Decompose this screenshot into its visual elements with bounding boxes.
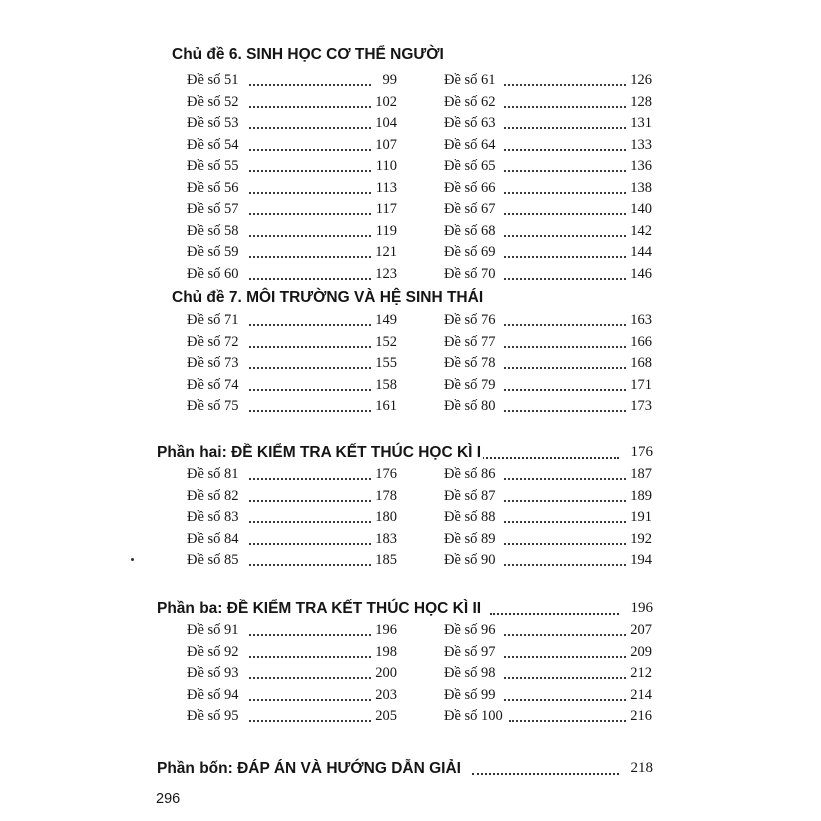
toc-entry: [187, 644, 397, 666]
toc-entry: [444, 552, 652, 574]
entry-page-number: 192: [630, 530, 652, 547]
leader-dots: [249, 235, 371, 237]
entry-label: Đề số 85: [187, 552, 239, 568]
entry-page-number: 187: [630, 466, 652, 482]
leader-dots: [249, 278, 371, 280]
topic-6-right-column: [444, 72, 652, 287]
entry-page-number: 140: [630, 201, 652, 217]
entry-page-number: 176: [375, 466, 397, 482]
toc-entry: [444, 137, 652, 159]
footer-page-number: 296: [156, 791, 181, 807]
toc-entry: [444, 708, 652, 730]
leader-dots: [249, 478, 371, 480]
toc-entry: [444, 180, 652, 202]
topic-7-left-column: [187, 312, 397, 420]
entry-page-number: 142: [630, 222, 652, 239]
leader-dots: [504, 699, 626, 701]
topic-heading-text: Chủ đề 7. MÔI TRƯỜNG VÀ HỆ SINH THÁI: [172, 289, 484, 306]
entry-page-number: 168: [630, 355, 652, 371]
leader-dots: [504, 634, 626, 636]
toc-entry: [444, 201, 652, 223]
leader-dots: [504, 346, 626, 348]
leader-dots: [504, 256, 626, 258]
leader-dots: [504, 278, 626, 280]
leader-dots: [504, 84, 626, 86]
leader-dots: [249, 106, 371, 108]
entry-page-number: 155: [375, 355, 397, 371]
entry-page-number: 113: [375, 179, 397, 196]
entry-page-number: 203: [375, 686, 397, 703]
leader-dots: [249, 656, 371, 658]
toc-entry: [444, 665, 652, 687]
toc-entry: [187, 201, 397, 223]
part-heading-text: Phần ba: ĐỀ KIỂM TRA KẾT THÚC HỌC KÌ II: [157, 600, 482, 617]
toc-entry: [444, 312, 652, 334]
leader-dots: [504, 656, 626, 658]
entry-label: Đề số 78: [444, 355, 496, 371]
toc-entry: [187, 312, 397, 334]
entry-page-number: 205: [375, 708, 397, 724]
toc-entry: [444, 158, 652, 180]
entry-page-number: 102: [375, 93, 397, 110]
entry-page-number: 191: [630, 509, 652, 525]
entry-label: Đề số 87: [444, 487, 496, 504]
entry-label: Đề số 59: [187, 244, 239, 260]
entry-label: Đề số 89: [444, 530, 496, 547]
entry-label: Đề số 58: [187, 222, 239, 239]
topic-7-right-column: [444, 312, 652, 420]
entry-label: Đề số 93: [187, 665, 239, 681]
entry-page-number: 171: [630, 376, 652, 393]
toc-entry: [187, 137, 397, 159]
toc-entry: [444, 398, 652, 420]
toc-entry: [187, 355, 397, 377]
entry-page-number: 207: [630, 622, 652, 638]
entry-page-number: 158: [375, 376, 397, 393]
leader-dots: [504, 367, 626, 369]
toc-entry: [444, 622, 652, 644]
toc-entry: [444, 72, 652, 94]
toc-entry: [187, 708, 397, 730]
leader-dots: [504, 500, 626, 502]
entry-page-number: 185: [375, 552, 397, 568]
entry-label: Đề số 95: [187, 708, 239, 724]
entry-page-number: 194: [630, 552, 652, 568]
leader-dots: [504, 521, 626, 523]
leader-dots: [504, 677, 626, 679]
leader-dots: [504, 192, 626, 194]
toc-entry: [444, 115, 652, 137]
leader-dots: [504, 106, 626, 108]
entry-page-number: 152: [375, 333, 397, 350]
leader-dots: [249, 543, 371, 545]
entry-page-number: 196: [375, 622, 397, 638]
entry-page-number: 212: [630, 665, 652, 681]
toc-entry: [187, 398, 397, 420]
leader-dots: [249, 256, 371, 258]
entry-label: Đề số 81: [187, 466, 239, 482]
leader-dots: [249, 564, 371, 566]
entry-label: Đề số 57: [187, 201, 239, 217]
part-page-number: 218: [630, 760, 653, 776]
entry-label: Đề số 52: [187, 93, 239, 110]
leader-dots: [249, 170, 371, 172]
toc-entry: [444, 466, 652, 488]
toc-entry: [187, 266, 397, 288]
leader-dots: [249, 149, 371, 151]
entry-page-number: 131: [630, 115, 652, 131]
entry-label: Đề số 82: [187, 487, 239, 504]
leader-dots: [249, 634, 371, 636]
entry-label: Đề số 73: [187, 355, 239, 371]
entry-page-number: 198: [375, 643, 397, 660]
part-2-left-column: [187, 466, 397, 574]
entry-label: Đề số 71: [187, 312, 239, 328]
entry-label: Đề số 94: [187, 686, 239, 703]
entry-label: Đề số 54: [187, 136, 239, 153]
entry-label: Đề số 61: [444, 72, 496, 88]
entry-page-number: 128: [630, 93, 652, 110]
toc-entry: [187, 509, 397, 531]
leader-dots: [472, 773, 619, 775]
entry-label: Đề số 66: [444, 179, 496, 196]
entry-label: Đề số 97: [444, 643, 496, 660]
part-3-heading: [157, 600, 653, 622]
entry-page-number: 189: [630, 487, 652, 504]
entry-page-number: 149: [375, 312, 397, 328]
entry-page-number: 104: [375, 115, 397, 131]
toc-entry: [444, 94, 652, 116]
entry-page-number: 117: [375, 201, 397, 217]
entry-page-number: 110: [375, 158, 397, 174]
part-3-right-column: [444, 622, 652, 730]
toc-entry: [187, 223, 397, 245]
leader-dots: [249, 699, 371, 701]
leader-dots: [504, 543, 626, 545]
entry-label: Đề số 92: [187, 643, 239, 660]
entry-label: Đề số 69: [444, 244, 496, 260]
entry-label: Đề số 96: [444, 622, 496, 638]
part-4-heading: [157, 760, 653, 782]
leader-dots: [249, 389, 371, 391]
leader-dots: [504, 324, 626, 326]
toc-entry: [187, 72, 397, 94]
toc-entry: [187, 488, 397, 510]
entry-page-number: 200: [375, 665, 397, 681]
entry-label: Đề số 56: [187, 179, 239, 196]
toc-entry: [187, 94, 397, 116]
leader-dots: [249, 213, 371, 215]
entry-page-number: 178: [375, 487, 397, 504]
toc-entry: [444, 355, 652, 377]
entry-page-number: 138: [630, 179, 652, 196]
toc-entry: [444, 377, 652, 399]
toc-entry: [187, 687, 397, 709]
leader-dots: [249, 84, 371, 86]
entry-page-number: 209: [630, 643, 652, 660]
entry-label: Đề số 80: [444, 398, 496, 414]
leader-dots: [504, 170, 626, 172]
entry-label: Đề số 77: [444, 333, 496, 350]
leader-dots: [249, 410, 371, 412]
entry-label: Đề số 55: [187, 158, 239, 174]
entry-label: Đề số 91: [187, 622, 239, 638]
leader-dots: [504, 478, 626, 480]
leader-dots: [490, 613, 619, 615]
toc-entry: [444, 488, 652, 510]
entry-label: Đề số 63: [444, 115, 496, 131]
toc-entry: [444, 334, 652, 356]
toc-entry: [187, 622, 397, 644]
toc-entry: [187, 115, 397, 137]
part-heading-text: Phần hai: ĐỀ KIỂM TRA KẾT THÚC HỌC KÌ I: [157, 444, 482, 461]
toc-entry: [187, 665, 397, 687]
entry-page-number: 107: [375, 136, 397, 153]
toc-entry: [444, 509, 652, 531]
leader-dots: [504, 149, 626, 151]
entry-label: Đề số 74: [187, 376, 239, 393]
entry-label: Đề số 90: [444, 552, 496, 568]
entry-label: Đề số 79: [444, 376, 496, 393]
entry-label: Đề số 76: [444, 312, 496, 328]
entry-label: Đề số 88: [444, 509, 496, 525]
entry-page-number: 163: [630, 312, 652, 328]
entry-label: Đề số 68: [444, 222, 496, 239]
entry-page-number: 180: [375, 509, 397, 525]
leader-dots: [249, 127, 371, 129]
entry-label: Đề số 64: [444, 136, 496, 153]
entry-label: Đề số 86: [444, 466, 496, 482]
toc-entry: [187, 158, 397, 180]
toc-entry: [444, 687, 652, 709]
entry-label: Đề số 51: [187, 72, 239, 88]
toc-entry: [444, 644, 652, 666]
entry-page-number: 123: [375, 265, 397, 282]
leader-dots: [504, 127, 626, 129]
leader-dots: [504, 213, 626, 215]
toc-entry: [444, 531, 652, 553]
entry-label: Đề số 83: [187, 509, 239, 525]
toc-entry: [444, 244, 652, 266]
entry-label: Đề số 75: [187, 398, 239, 414]
leader-dots: [249, 367, 371, 369]
entry-page-number: 183: [375, 530, 397, 547]
toc-entry: [444, 266, 652, 288]
toc-entry: [444, 223, 652, 245]
part-2-heading: [157, 444, 653, 466]
leader-dots: [249, 677, 371, 679]
entry-page-number: 166: [630, 333, 652, 350]
entry-label: Đề số 53: [187, 115, 239, 131]
topic-6-left-column: [187, 72, 397, 287]
leader-dots: [249, 720, 371, 722]
entry-page-number: 173: [630, 398, 652, 414]
toc-entry: [187, 552, 397, 574]
entry-label: Đề số 70: [444, 265, 496, 282]
entry-page-number: 214: [630, 686, 652, 703]
entry-page-number: 161: [375, 398, 397, 414]
toc-entry: [187, 244, 397, 266]
toc-entry: [187, 531, 397, 553]
entry-page-number: 121: [375, 244, 397, 260]
print-speck: [131, 558, 134, 561]
entry-page-number: 119: [375, 222, 397, 239]
leader-dots: [509, 720, 626, 722]
part-2-right-column: [444, 466, 652, 574]
entry-page-number: 136: [630, 158, 652, 174]
entry-page-number: 99: [382, 72, 397, 88]
leader-dots: [504, 564, 626, 566]
leader-dots: [504, 235, 626, 237]
toc-entry: [187, 334, 397, 356]
leader-dots: [249, 500, 371, 502]
leader-dots: [249, 521, 371, 523]
entry-label: Đề số 100: [444, 708, 503, 724]
entry-page-number: 133: [630, 136, 652, 153]
entry-page-number: 216: [630, 708, 652, 724]
part-page-number: 176: [630, 444, 653, 460]
toc-entry: [187, 180, 397, 202]
entry-label: Đề số 62: [444, 93, 496, 110]
topic-heading-text: Chủ đề 6. SINH HỌC CƠ THỂ NGƯỜI: [172, 46, 444, 63]
entry-label: Đề số 72: [187, 333, 239, 350]
entry-label: Đề số 84: [187, 530, 239, 547]
entry-page-number: 126: [630, 72, 652, 88]
leader-dots: [249, 192, 371, 194]
entry-label: Đề số 65: [444, 158, 496, 174]
entry-label: Đề số 67: [444, 201, 496, 217]
entry-page-number: 144: [630, 244, 652, 260]
entry-label: Đề số 98: [444, 665, 496, 681]
part-3-left-column: [187, 622, 397, 730]
entry-label: Đề số 99: [444, 686, 496, 703]
part-page-number: 196: [630, 600, 653, 616]
leader-dots: [249, 324, 371, 326]
entry-label: Đề số 60: [187, 265, 239, 282]
leader-dots: [249, 346, 371, 348]
toc-entry: [187, 466, 397, 488]
leader-dots: [504, 389, 626, 391]
entry-page-number: 146: [630, 265, 652, 282]
toc-entry: [187, 377, 397, 399]
part-heading-text: Phần bốn: ĐÁP ÁN VÀ HƯỚNG DẪN GIẢI: [157, 760, 461, 777]
leader-dots: [475, 457, 619, 459]
leader-dots: [504, 410, 626, 412]
